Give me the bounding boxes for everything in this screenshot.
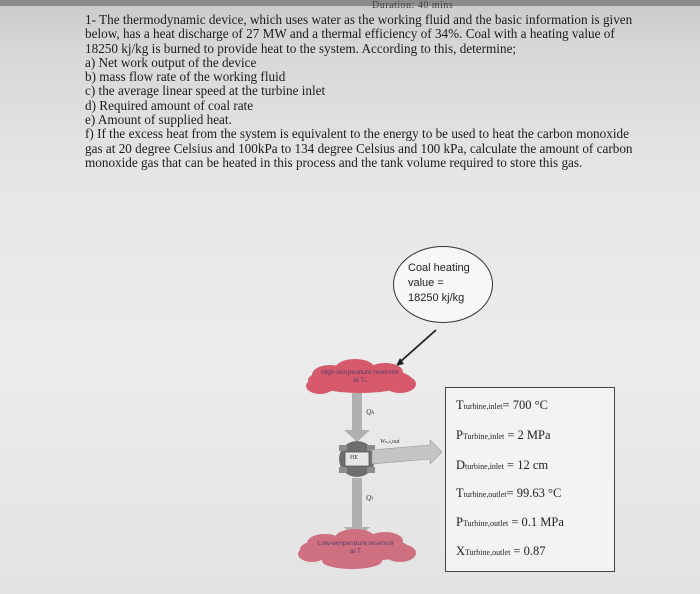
symbol: T bbox=[456, 398, 464, 412]
callout-line-3: 18250 kj/kg bbox=[408, 292, 465, 304]
callout-line-2: value = bbox=[408, 277, 444, 289]
subscript: Turbine,outlet bbox=[465, 548, 511, 557]
ql-arrow-shaft bbox=[352, 478, 362, 528]
symbol: P bbox=[456, 428, 463, 442]
high-reservoir-title: High-temperature reservoir bbox=[321, 369, 399, 376]
value: = 99.63 °C bbox=[506, 486, 562, 500]
value: = 12 cm bbox=[503, 458, 549, 472]
callout-line-1: Coal heating bbox=[408, 262, 470, 274]
w-out-label: Wₙₑₜ,out bbox=[380, 439, 400, 445]
question-d: d) Required amount of coal rate bbox=[85, 97, 254, 113]
low-reservoir-title: Low-temperature reservoir bbox=[317, 540, 395, 547]
turbine-outlet-temperature bbox=[456, 486, 561, 501]
turbine-inlet-temperature bbox=[456, 398, 548, 413]
turbine-inlet-pressure bbox=[456, 428, 551, 443]
subscript: turbine,outlet bbox=[463, 490, 507, 499]
subscript: Turbine,inlet bbox=[462, 432, 505, 441]
problem-intro: 1- The thermodynamic device, which uses water as the working fluid and the basic information is given below, has a heat discharge of 27 MW and a thermal efficiency of 34%. Coal with a heating value of 18250 kj/kg is burned to provide heat to the system. According to this, determine; bbox=[85, 12, 633, 56]
callout-pointer bbox=[400, 330, 436, 362]
symbol: P bbox=[456, 515, 463, 529]
turbine-outlet-quality bbox=[456, 544, 545, 559]
ql-label: Qₗ bbox=[366, 493, 374, 502]
given-data-box bbox=[445, 387, 615, 572]
engine-label: HE bbox=[350, 455, 358, 461]
symbol: D bbox=[456, 458, 466, 472]
value: = 2 MPa bbox=[504, 428, 551, 442]
question-a: a) Net work output of the device bbox=[85, 54, 257, 70]
header-fragment: Duration: 40 mins bbox=[372, 0, 454, 11]
value: = 700 °C bbox=[502, 398, 548, 412]
subscript: turbine,inlet bbox=[465, 462, 504, 471]
qh-label: Qₕ bbox=[366, 407, 375, 416]
high-reservoir-label bbox=[310, 369, 410, 384]
high-reservoir-temp: at Tₕ bbox=[353, 377, 367, 384]
question-b: b) mass flow rate of the working fluid bbox=[85, 69, 286, 85]
coal-heating-callout bbox=[393, 246, 493, 323]
low-reservoir-label bbox=[303, 540, 409, 555]
subscript: turbine,inlet bbox=[463, 402, 503, 411]
qh-arrow-shaft bbox=[352, 393, 362, 431]
question-f: f) If the excess heat from the system is equivalent to the energy to be used to heat the carbon monoxide gas at 20 degree Celsius and 100kPa to 134 degree Celsius and 100 kPa, calculate the amount of carbon monoxide gas that can be heated in this process and the tank volume required to store this gas. bbox=[85, 126, 633, 170]
question-c: c) the average linear speed at the turbine inlet bbox=[85, 83, 326, 99]
low-reservoir-temp: at Tₗ bbox=[349, 548, 363, 555]
turbine-outlet-pressure bbox=[456, 515, 564, 530]
qh-arrowhead bbox=[344, 430, 370, 442]
value: = 0.87 bbox=[510, 544, 546, 558]
symbol: T bbox=[456, 486, 464, 500]
subscript: Turbine,outlet bbox=[462, 519, 509, 528]
turbine-inlet-diameter bbox=[456, 458, 548, 473]
value: = 0.1 MPa bbox=[508, 515, 564, 529]
symbol: X bbox=[456, 544, 466, 558]
question-e: e) Amount of supplied heat. bbox=[85, 112, 232, 128]
